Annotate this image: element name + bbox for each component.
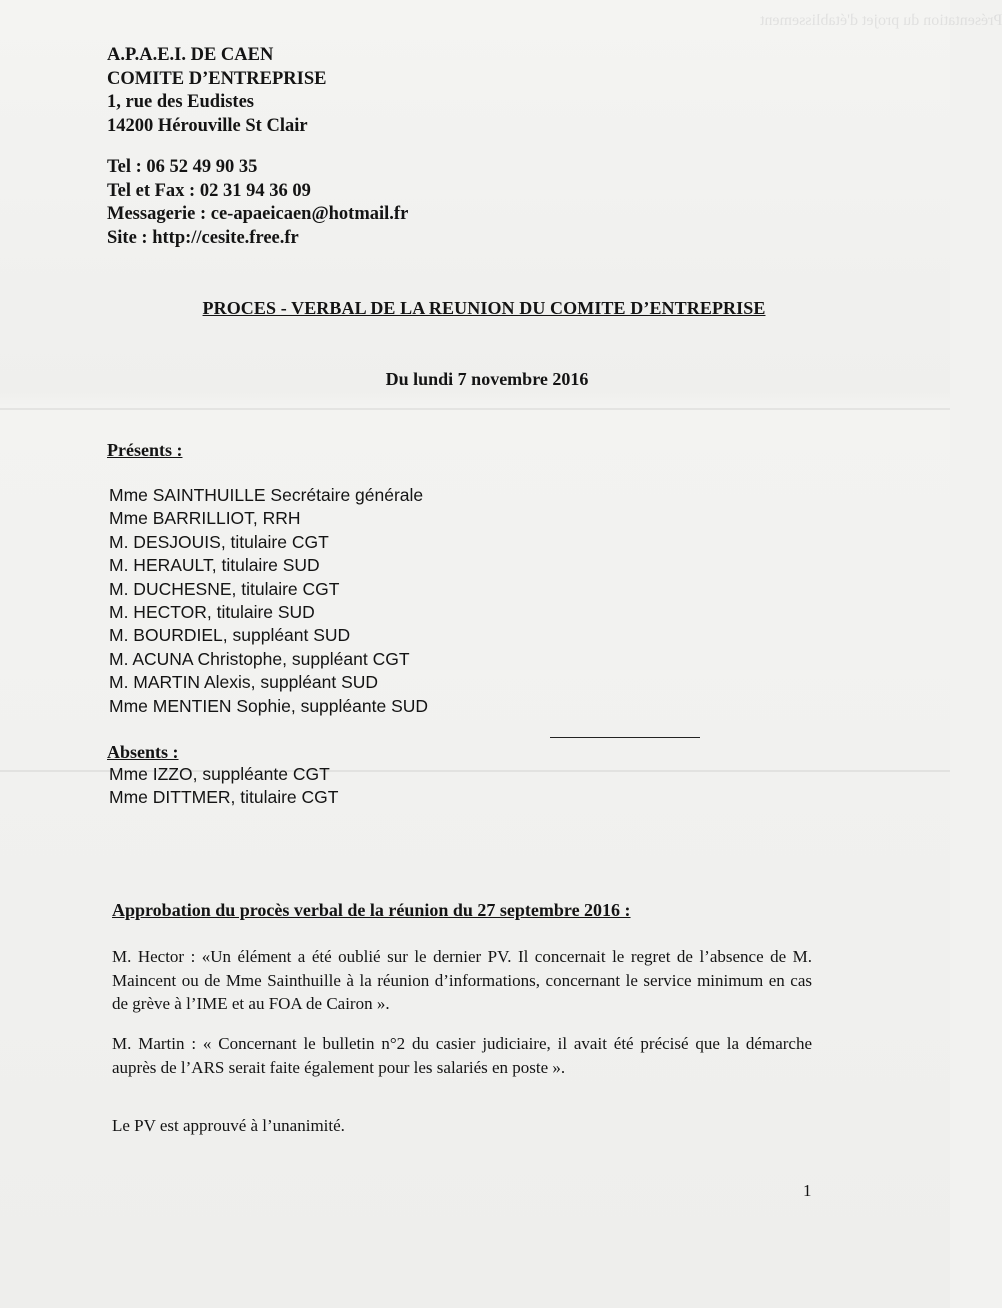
list-item: M. DUCHESNE, titulaire CGT [109, 578, 340, 599]
paragraph-hector: M. Hector : «Un élément a été oublié sur le dernier PV. Il concernait le regret de l’absence de M. Maincent ou de Mme Sainthuille à la réunion d’informations, concernant le service minimum en cas de grève à l’IME et au FOA de Cairon ». [112, 947, 812, 1013]
list-item: Mme DITTMER, titulaire CGT [109, 787, 339, 808]
list-item: Mme BARRILLIOT, RRH [109, 508, 301, 529]
list-item: M. MARTIN Alexis, suppléant SUD [109, 672, 379, 693]
list-item: M. BOURDIEL, suppléant SUD [109, 625, 351, 646]
presents-list [109, 484, 428, 718]
email: Messagerie : ce-apaeicaen@hotmail.fr [107, 204, 409, 224]
list-item: Mme MENTIEN Sophie, suppléante SUD [109, 695, 429, 716]
list-item: M. ACUNA Christophe, suppléant CGT [109, 648, 410, 669]
presents-heading: Présents : [107, 440, 183, 460]
divider [550, 737, 700, 738]
committee-name: COMITE D’ENTREPRISE [107, 68, 327, 89]
phone: Tel : 06 52 49 90 35 [107, 157, 258, 177]
absents-heading: Absents : [107, 742, 179, 762]
list-item: M. DESJOUIS, titulaire CGT [109, 531, 329, 552]
address-city: 14200 Hérouville St Clair [107, 115, 308, 136]
meeting-date: Du lundi 7 novembre 2016 [385, 369, 589, 389]
paragraph-martin: M. Martin : « Concernant le bulletin n°2 du casier judiciaire, il avait été précisé que la démarche auprès de l’ARS serait faite également pour les salariés en poste ». [112, 1034, 812, 1077]
page-number: 1 [803, 1181, 812, 1200]
document-title: PROCES - VERBAL DE LA REUNION DU COMITE D’ENTREPRISE [202, 298, 766, 318]
letterhead [107, 44, 408, 250]
paragraph-approval: Le PV est approuvé à l’unanimité. [112, 1116, 345, 1135]
phone-fax: Tel et Fax : 02 31 94 36 09 [107, 180, 311, 201]
list-item: Mme IZZO, suppléante CGT [109, 764, 330, 784]
absents-list [109, 763, 338, 810]
bleed-through: Présentation du projet d'établissement [760, 12, 1002, 29]
website: Site : http://cesite.free.fr [107, 227, 299, 248]
org-name: A.P.A.E.I. DE CAEN [107, 45, 274, 65]
approval-heading: Approbation du procès verbal de la réunion du 27 septembre 2016 : [112, 900, 631, 920]
address-street: 1, rue des Eudistes [107, 92, 254, 112]
paper-fold [0, 408, 950, 410]
list-item: Mme SAINTHUILLE Secrétaire générale [109, 485, 424, 505]
list-item: M. HECTOR, titulaire SUD [109, 602, 315, 623]
list-item: M. HERAULT, titulaire SUD [109, 555, 320, 576]
